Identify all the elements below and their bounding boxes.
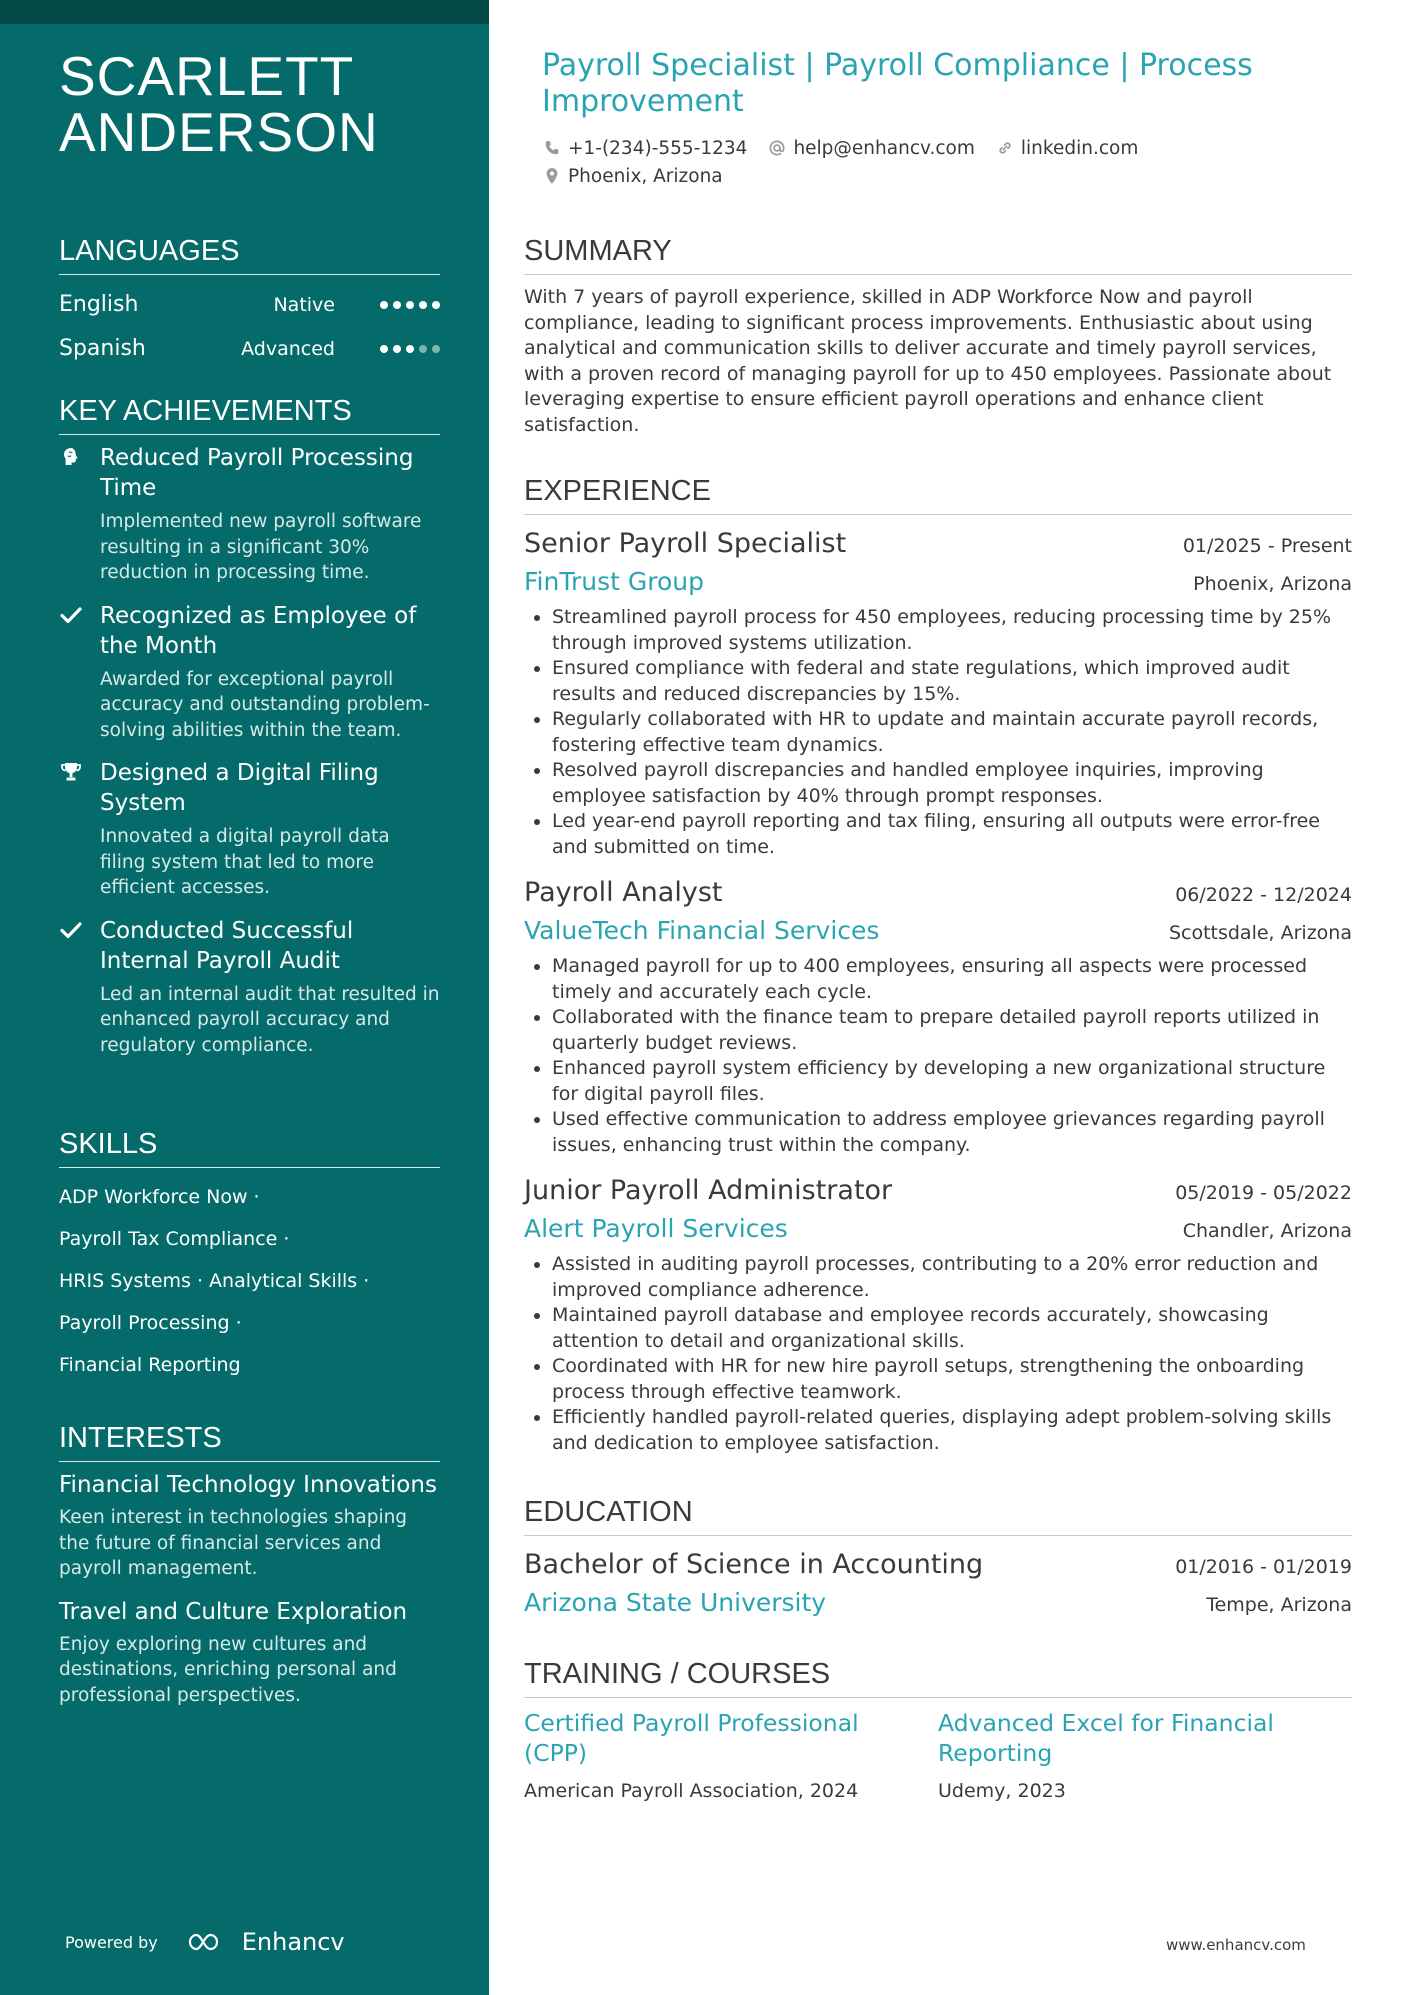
interest-title: Travel and Culture Exploration xyxy=(59,1598,408,1625)
course-item xyxy=(938,1708,1352,1802)
rating-dot xyxy=(406,345,414,353)
language-level: Native xyxy=(273,294,335,316)
rating-dot xyxy=(406,301,414,309)
languages-heading: LANGUAGES xyxy=(59,232,440,275)
skills-section xyxy=(59,1125,440,1386)
job-bullets xyxy=(524,605,1352,860)
language-name: English xyxy=(59,292,139,317)
achievement-title: Reduced Payroll Processing Time xyxy=(100,445,414,501)
achievements-section xyxy=(59,392,440,1073)
job-entry xyxy=(524,1172,1352,1456)
job-location: Phoenix, Arizona xyxy=(1193,573,1352,595)
last-name: ANDERSON xyxy=(59,101,379,163)
language-rating xyxy=(380,283,440,327)
job-dates: 01/2025 - Present xyxy=(1182,535,1352,557)
rating-dot xyxy=(380,301,388,309)
language-name: Spanish xyxy=(59,336,146,361)
powered-by xyxy=(65,1928,345,1956)
job-bullet: • Collaborated with the finance team to prepare detailed payroll reports utilized in quarterly budget reviews. xyxy=(552,1005,1352,1056)
course-item xyxy=(524,1708,938,1802)
link-icon xyxy=(995,138,1015,158)
skill-item: Payroll Tax Compliance · xyxy=(59,1228,290,1250)
skill-item: ADP Workforce Now · xyxy=(59,1186,260,1208)
phone-text: +1-(234)-555-1234 xyxy=(568,137,748,159)
location-contact xyxy=(542,166,723,187)
course-provider: American Payroll Association, 2024 xyxy=(524,1780,859,1802)
job-subheader xyxy=(524,1210,1352,1248)
rating-dot xyxy=(432,301,440,309)
rating-dot xyxy=(419,301,427,309)
job-bullet: • Managed payroll for up to 400 employees, ensuring all aspects were processed timely and accurately each cycle. xyxy=(552,954,1352,1005)
job-subheader xyxy=(524,563,1352,601)
achievement-item xyxy=(59,443,440,586)
headline: Payroll Specialist | Payroll Compliance | Process Improvement xyxy=(542,48,1253,119)
job-bullet: • Led year-end payroll reporting and tax filing, ensuring all outputs were error-free and submitted on time. xyxy=(552,809,1352,860)
job-bullets xyxy=(524,1252,1352,1456)
job-title: Senior Payroll Specialist xyxy=(524,528,847,559)
rating-dot xyxy=(393,345,401,353)
interest-title: Financial Technology Innovations xyxy=(59,1472,437,1498)
company-name: Alert Payroll Services xyxy=(524,1214,788,1243)
achievement-item xyxy=(59,758,440,901)
job-header xyxy=(524,525,1352,563)
checkmark-icon xyxy=(59,918,83,942)
skill-item: Payroll Processing · xyxy=(59,1312,242,1334)
email-text: help@enhancv.com xyxy=(793,137,975,159)
job-dates: 05/2019 - 05/2022 xyxy=(1175,1182,1352,1204)
job-header xyxy=(524,1172,1352,1210)
education-section xyxy=(524,1493,1352,1622)
enhancv-logo[interactable] xyxy=(186,1928,345,1956)
checkmark-icon xyxy=(59,603,83,627)
achievement-title: Designed a Digital Filing System xyxy=(100,760,379,816)
location-text: Phoenix, Arizona xyxy=(568,165,723,187)
job-header xyxy=(524,874,1352,912)
summary-heading: SUMMARY xyxy=(524,232,1352,275)
phone-contact[interactable] xyxy=(542,138,747,159)
job-location: Chandler, Arizona xyxy=(1182,1220,1352,1242)
languages-section xyxy=(59,232,440,371)
footer-site-link[interactable]: www.enhancv.com xyxy=(1166,1936,1306,1954)
job-bullet: • Efficiently handled payroll-related queries, displaying adept problem-solving skills and dedication to employee satisfaction. xyxy=(552,1405,1352,1456)
job-list xyxy=(524,525,1352,1456)
education-row xyxy=(524,1584,1352,1622)
trophy-icon xyxy=(59,760,83,784)
job-bullets xyxy=(524,954,1352,1158)
education-heading: EDUCATION xyxy=(524,1493,1352,1536)
course-provider: Udemy, 2023 xyxy=(938,1780,1066,1802)
rating-dot-empty xyxy=(419,345,427,353)
phone-icon xyxy=(542,138,562,158)
rating-dot xyxy=(380,345,388,353)
achievement-title: Conducted Successful Internal Payroll Audit xyxy=(100,917,354,974)
location-pin-icon xyxy=(542,166,562,186)
contact-line xyxy=(542,162,1342,190)
education-row xyxy=(524,1546,1352,1584)
rating-dot xyxy=(393,301,401,309)
interests-heading: INTERESTS xyxy=(59,1419,440,1462)
rating-dot-empty xyxy=(432,345,440,353)
experience-section xyxy=(524,472,1352,1470)
experience-heading: EXPERIENCE xyxy=(524,472,1352,515)
training-heading: TRAINING / COURSES xyxy=(524,1655,1352,1698)
summary-section xyxy=(524,232,1352,438)
education-dates: 01/2016 - 01/2019 xyxy=(1175,1556,1352,1578)
achievement-desc: Innovated a digital payroll data filing system that led to more efficient accesses. xyxy=(100,826,390,898)
job-bullet: • Streamlined payroll process for 450 employees, reducing processing time by 25% through improved systems utilization. xyxy=(552,605,1352,656)
school-name: Arizona State University xyxy=(524,1588,827,1617)
achievement-item xyxy=(59,916,440,1059)
sidebar xyxy=(0,0,489,1995)
first-name: SCARLETT xyxy=(59,45,355,107)
brand-name: Enhancv xyxy=(241,1928,345,1956)
job-location: Scottsdale, Arizona xyxy=(1168,922,1352,944)
email-contact[interactable] xyxy=(767,138,974,159)
course-title: Advanced Excel for Financial Reporting xyxy=(938,1709,1274,1767)
language-rating xyxy=(380,327,440,371)
job-dates: 06/2022 - 12/2024 xyxy=(1175,884,1352,906)
job-bullet: • Used effective communication to address employee grievances regarding payroll issues, enhancing trust within the company. xyxy=(552,1107,1352,1158)
job-bullet: • Ensured compliance with federal and state regulations, which improved audit results and reduced discrepancies by 15%. xyxy=(552,656,1352,707)
achievement-desc: Awarded for exceptional payroll accuracy and outstanding problem-solving abilities within the team. xyxy=(100,668,430,741)
brain-icon xyxy=(59,445,83,469)
course-list xyxy=(524,1708,1352,1802)
job-bullet: • Coordinated with HR for new hire payroll setups, strengthening the onboarding process through effective teamwork. xyxy=(552,1354,1352,1405)
job-title: Junior Payroll Administrator xyxy=(524,1175,893,1206)
language-row xyxy=(59,283,440,327)
achievement-desc: Led an internal audit that resulted in enhanced payroll accuracy and regulatory compliance. xyxy=(100,983,440,1056)
summary-text: With 7 years of payroll experience, skilled in ADP Workforce Now and payroll compliance, leading to significant process improvements. Enthusiastic about using analytical and communication skills to deliver accurate and timely payroll services, with a proven record of managing payroll for up to 450 employees. Passionate about leveraging expertise to ensure efficient payroll operations and enhance client satisfaction. xyxy=(524,286,1332,436)
at-sign-icon xyxy=(767,138,787,158)
job-entry xyxy=(524,874,1352,1158)
degree-title: Bachelor of Science in Accounting xyxy=(524,1549,984,1580)
skill-item: Financial Reporting xyxy=(59,1354,241,1376)
achievements-heading: KEY ACHIEVEMENTS xyxy=(59,392,440,435)
job-bullet: • Maintained payroll database and employee records accurately, showcasing attention to detail and organizational skills. xyxy=(552,1303,1352,1354)
enhancv-logo-icon xyxy=(186,1930,232,1954)
training-section xyxy=(524,1655,1352,1802)
powered-by-label: Powered by xyxy=(65,1932,158,1952)
language-level: Advanced xyxy=(241,338,335,360)
interest-desc: Keen interest in technologies shaping the future of financial services and payroll management. xyxy=(59,1507,408,1579)
interest-item xyxy=(59,1470,440,1582)
company-name: FinTrust Group xyxy=(524,567,704,596)
course-title: Certified Payroll Professional (CPP) xyxy=(524,1709,859,1767)
job-entry xyxy=(524,525,1352,860)
achievement-item xyxy=(59,601,440,744)
job-bullet: • Resolved payroll discrepancies and handled employee inquiries, improving employee satisfaction by 40% through prompt responses. xyxy=(552,758,1352,809)
company-name: ValueTech Financial Services xyxy=(524,916,880,945)
skill-item: HRIS Systems · Analytical Skills · xyxy=(59,1270,370,1292)
sidebar-top-bar xyxy=(0,0,489,24)
achievement-desc: Implemented new payroll software resulting in a significant 30% reduction in processing time. xyxy=(100,511,422,583)
contact-line xyxy=(542,134,1342,162)
achievement-title: Recognized as Employee of the Month xyxy=(100,602,417,659)
language-row xyxy=(59,327,440,371)
job-bullet: • Assisted in auditing payroll processes, contributing to a 20% error reduction and improved compliance adherence. xyxy=(552,1252,1352,1303)
skills-heading: SKILLS xyxy=(59,1125,440,1168)
job-bullet: • Regularly collaborated with HR to update and maintain accurate payroll records, fostering effective team dynamics. xyxy=(552,707,1352,758)
interests-section xyxy=(59,1419,440,1723)
job-subheader xyxy=(524,912,1352,950)
job-title: Payroll Analyst xyxy=(524,877,723,908)
interest-desc: Enjoy exploring new cultures and destinations, enriching personal and professional perspectives. xyxy=(59,1633,397,1706)
candidate-name xyxy=(59,45,379,163)
link-text: linkedin.com xyxy=(1020,137,1139,159)
contact-info xyxy=(542,134,1342,190)
job-bullet: • Enhanced payroll system efficiency by developing a new organizational structure for digital payroll files. xyxy=(552,1056,1352,1107)
interest-item xyxy=(59,1597,440,1709)
education-location: Tempe, Arizona xyxy=(1206,1594,1352,1616)
link-contact[interactable] xyxy=(995,138,1138,159)
